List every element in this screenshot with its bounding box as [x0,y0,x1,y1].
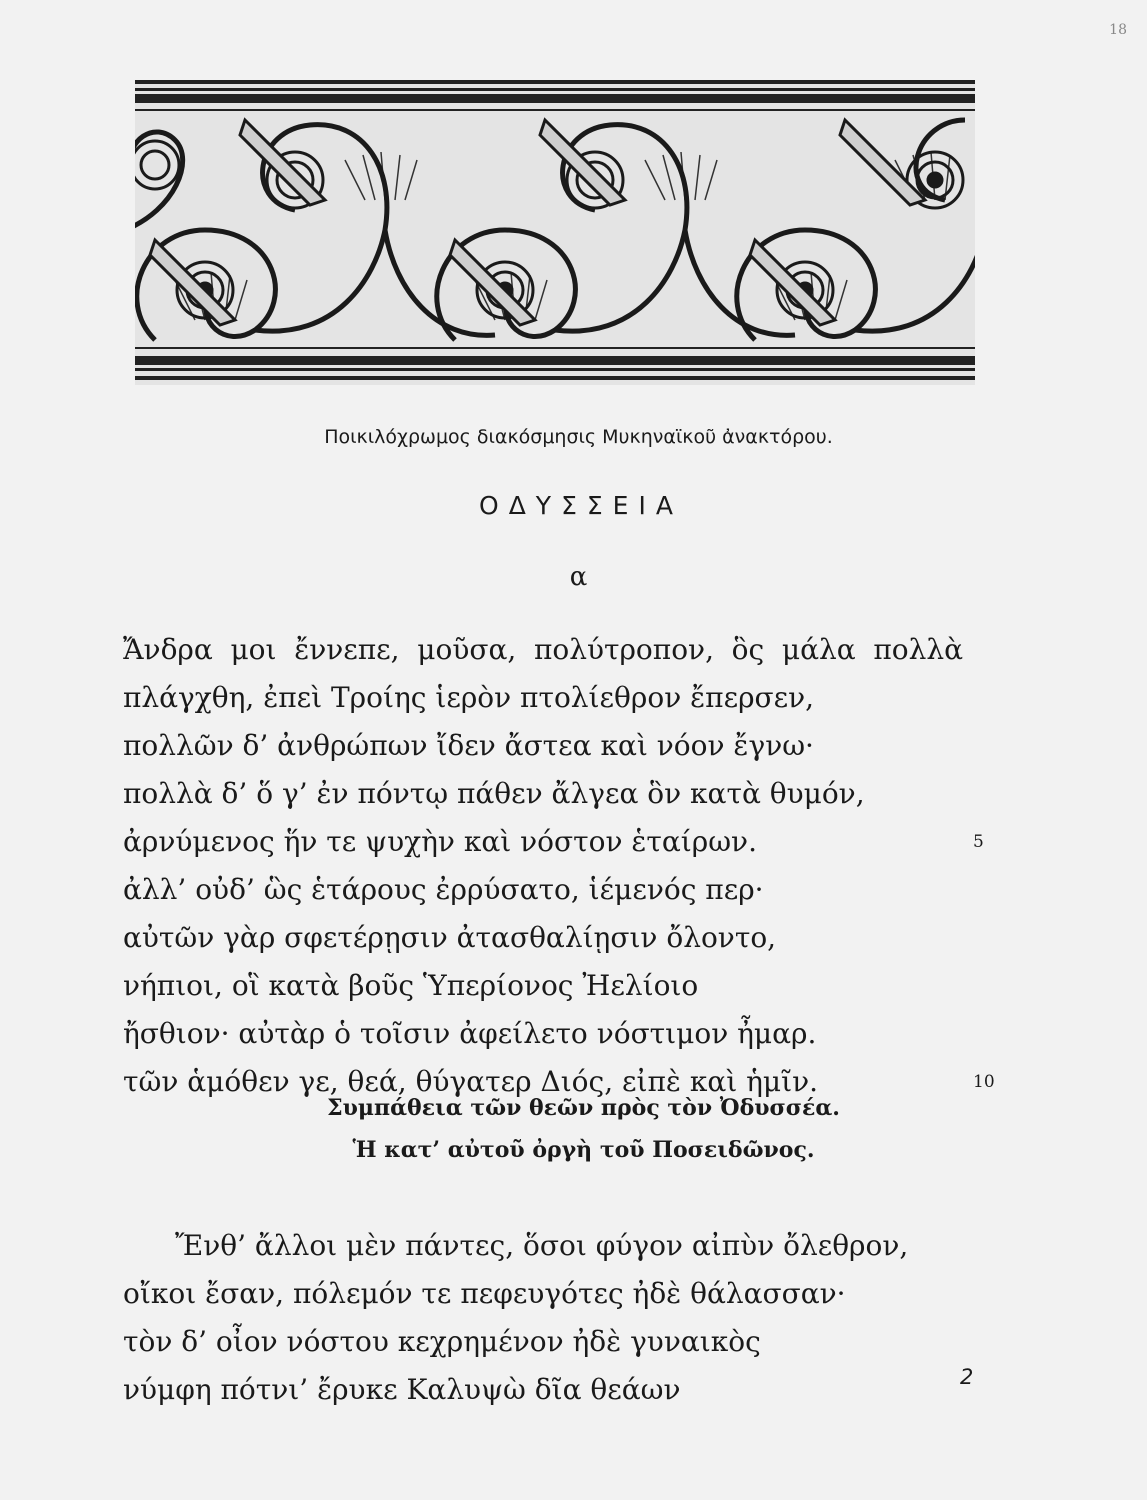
verse-line [123,674,983,722]
verse-line [123,722,983,770]
verse-text: αὐτῶν γὰρ σφετέρῃσιν ἀτασθαλίῃσιν ὄλοντο, [123,921,777,954]
verse-block-1 [123,626,995,1106]
verse-text: ἀλλ’ οὐδ’ ὣς ἑτάρους ἐρρύσατο, ἱέμενός περ· [123,873,764,906]
illustration-caption: Ποικιλόχρωμος διακόσμησις Μυκηναϊκοῦ ἀνακτόρου. [324,426,833,448]
verse-text: πολλὰ δ’ ὅ γ’ ἐν πόντῳ πάθεν ἄλγεα ὃν κατὰ θυμόν, [123,777,865,810]
verse-line [123,818,983,866]
verse-line [123,914,983,962]
verse-text: πλάγχθη, ἐπεὶ Τροίης ἱερὸν πτολίεθρον ἔπερσεν, [123,681,815,714]
verse-line: οἴκοι ἔσαν, πόλεμόν τε πεφευγότες ἠδὲ θάλασσαν· [123,1277,846,1310]
verse-line [123,770,983,818]
mycenaean-spiral-frieze [135,80,975,385]
page-number: 2 [960,1365,974,1389]
verse-block-2 [123,1222,983,1414]
section-heading-line-1: Συμπάθεια τῶν θεῶν πρὸς τὸν Ὀδυσσέα. [327,1095,840,1121]
verse-text: ἀρνύμενος ἥν τε ψυχὴν καὶ νόστον ἑταίρων. [123,825,757,858]
verse-text: τῶν ἁμόθεν γε, θεά, θύγατερ Διός, εἰπὲ καὶ ἡμῖν. [123,1065,818,1098]
line-number: 5 [973,832,984,852]
verse-line: νύμφη πότνι’ ἔρυκε Καλυψὼ δῖα θεάων [123,1373,681,1406]
corner-mark: 18 [1109,22,1127,38]
verse-line: τὸν δ’ οἶον νόστου κεχρημένον ἠδὲ γυναικὸς [123,1325,761,1358]
verse-text: πολλῶν δ’ ἀνθρώπων ἴδεν ἄστεα καὶ νόον ἔγνω· [123,729,814,762]
verse-line [123,866,983,914]
verse-text: Ἄνδρα μοι ἔννεπε, μοῦσα, πολύτροπον, ὃς μάλα πολλὰ [123,633,963,666]
verse-text: ἤσθιον· αὐτὰρ ὁ τοῖσιν ἀφείλετο νόστιμον ἦμαρ. [123,1017,817,1050]
verse-line [123,626,963,674]
verse-line [123,962,983,1010]
section-heading-line-2: Ἡ κατ’ αὐτοῦ ὀργὴ τοῦ Ποσειδῶνος. [352,1137,815,1163]
page-title: ΟΔΥΣΣΕΙΑ [479,491,683,520]
verse-text: νήπιοι, οἳ κατὰ βοῦς Ὑπερίονος Ἠελίοιο [123,969,699,1002]
line-number: 10 [973,1072,995,1092]
verse-line: Ἔνθ’ ἄλλοι μὲν πάντες, ὅσοι φύγον αἰπὺν ὄλεθρον, [175,1229,909,1262]
book-label: α [569,562,588,592]
verse-line [123,1010,983,1058]
